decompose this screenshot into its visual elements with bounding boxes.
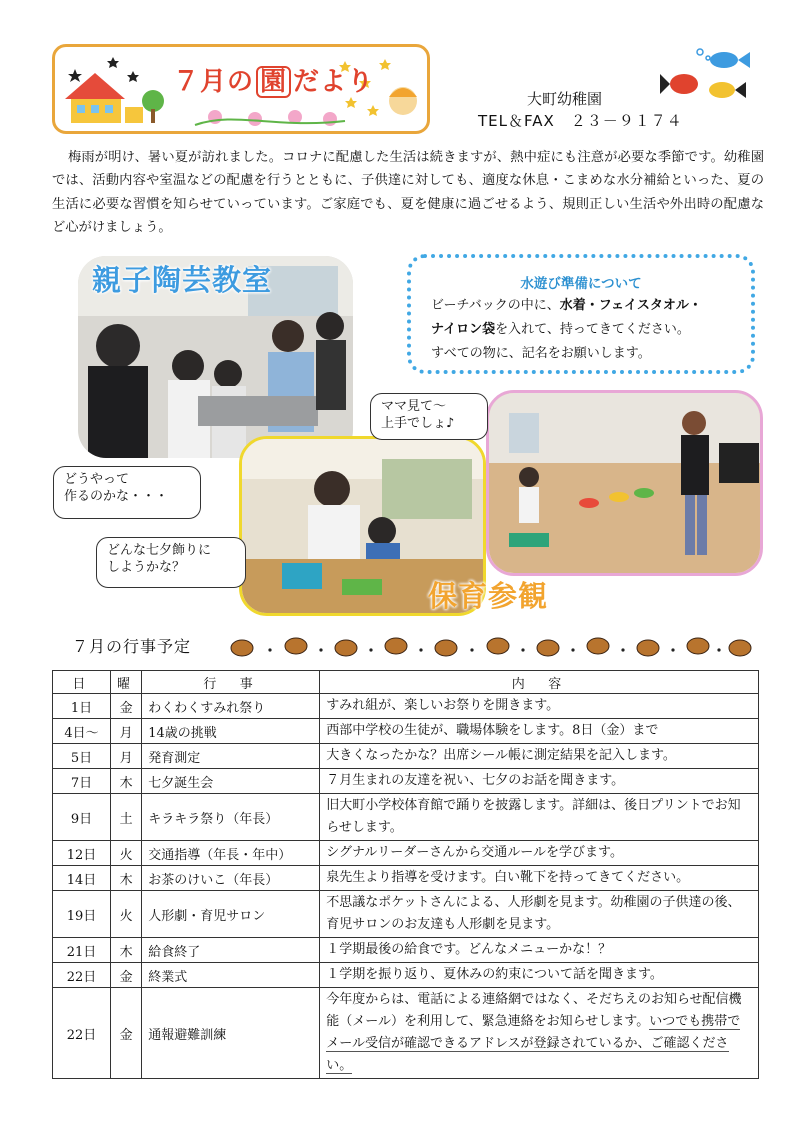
intro-text: 梅雨が明け、暑い夏が訪れました。コロナに配慮した生活は続きますが、熱中症にも注意が必要な季節です。幼稚園では、活動内容や室温などの配慮を行うとともに、子供達に対しても、適度な休息・こまめな水分補給といった、夏の生活に必要な習慣を知らせていっています。ご家庭でも、夏を健康に過ごせるよう、規則正しい生活や外出時の配慮など心がけましょう。 — [52, 150, 764, 236]
speech-bubble-pottery: どうやって 作るのかな・・・ — [53, 466, 201, 519]
school-tel-fax: TEL＆FAX ２３－９１７４ — [478, 112, 683, 130]
header-banner — [52, 44, 430, 134]
speech-bubble-gym: ママ見て～ 上手でしょ♪ — [370, 393, 488, 440]
pottery-class-caption: 親子陶芸教室 — [92, 263, 273, 297]
header-detail: 内 容 — [320, 671, 759, 694]
notice-line-3: すべての物に、記名をお願いします。 — [431, 346, 651, 361]
school-name: 大町幼稚園 — [527, 90, 603, 108]
table-row: 19日 火 人形劇・育児サロン 不思議なポケットさんによる、人形劇を見ます。幼稚園の子供達の後、育児サロンのお友達も人形劇を見ます。 — [53, 891, 759, 938]
table-row: 5日 月 発育測定 大きくなったかな？出席シール帳に測定結果を記入します。 — [53, 744, 759, 769]
notice-line-2: ナイロン袋を入れて、持ってきてください。 — [431, 322, 690, 337]
class-visit-caption: 保育参観 — [428, 579, 549, 613]
header-event: 行 事 — [142, 671, 320, 694]
table-row: 7日 木 七夕誕生会 ７月生まれの友達を祝い、七夕のお話を聞きます。 — [53, 769, 759, 794]
schedule-heading: ７月の行事予定 — [72, 637, 192, 656]
table-row: 9日 土 キラキラ祭り（年長） 旧大町小学校体育館で踊りを披露します。詳細は、後日プリントでお知らせします。 — [53, 794, 759, 841]
notice-line-1: ビーチバックの中に、水着・フェイスタオル・ — [431, 298, 702, 313]
table-row: 21日 木 給食終了 １学期最後の給食です。どんなメニューかな！？ — [53, 938, 759, 963]
fish-decoration — [660, 44, 756, 104]
table-row: 12日 火 交通指導（年長・年中） シグナルリーダーさんから交通ルールを学びます。 — [53, 841, 759, 866]
table-row: 14日 木 お茶のけいこ（年長） 泉先生より指導を受けます。白い靴下を持ってきてください。 — [53, 866, 759, 891]
schedule-table — [52, 670, 759, 1079]
speech-bubble-tanabata: どんな七夕飾りに しようかな？ — [96, 537, 246, 588]
class-visit-photo — [486, 390, 763, 576]
table-row: 1日 金 わくわくすみれ祭り すみれ組が、楽しいお祭りを開きます。 — [53, 694, 759, 719]
notice-title: 水遊び準備について — [520, 276, 642, 292]
header-day: 日 — [53, 671, 111, 694]
beetle-border-icon — [228, 624, 758, 668]
class-visit-photo-image — [489, 393, 760, 573]
table-row: 22日 金 通報避難訓練 今年度からは、電話による連絡網ではなく、そだちえのお知らせ配信機能（メール）を利用して、緊急連絡をお知らせします。いつでも携帯でメール受信が確認できるアドレスが登録されているか、ご確認ください。 — [53, 988, 759, 1079]
header-dow: 曜 — [111, 671, 142, 694]
table-header-row — [53, 671, 759, 694]
newsletter-title: ７月の 園 だより — [173, 67, 375, 97]
intro-paragraph — [52, 146, 764, 240]
table-row: 22日 金 終業式 １学期を振り返り、夏休みの約束について話を聞きます。 — [53, 963, 759, 988]
water-play-notice — [407, 254, 755, 374]
table-row: 4日～ 月 14歳の挑戦 西部中学校の生徒が、職場体験をします。8日（金）まで — [53, 719, 759, 744]
evacuation-detail: 今年度からは、電話による連絡網ではなく、そだちえのお知らせ配信機能（メール）を利用して、緊急連絡をお知らせします。いつでも携帯でメール受信が確認できるアドレスが登録されているか、ご確認ください。 — [320, 988, 759, 1079]
